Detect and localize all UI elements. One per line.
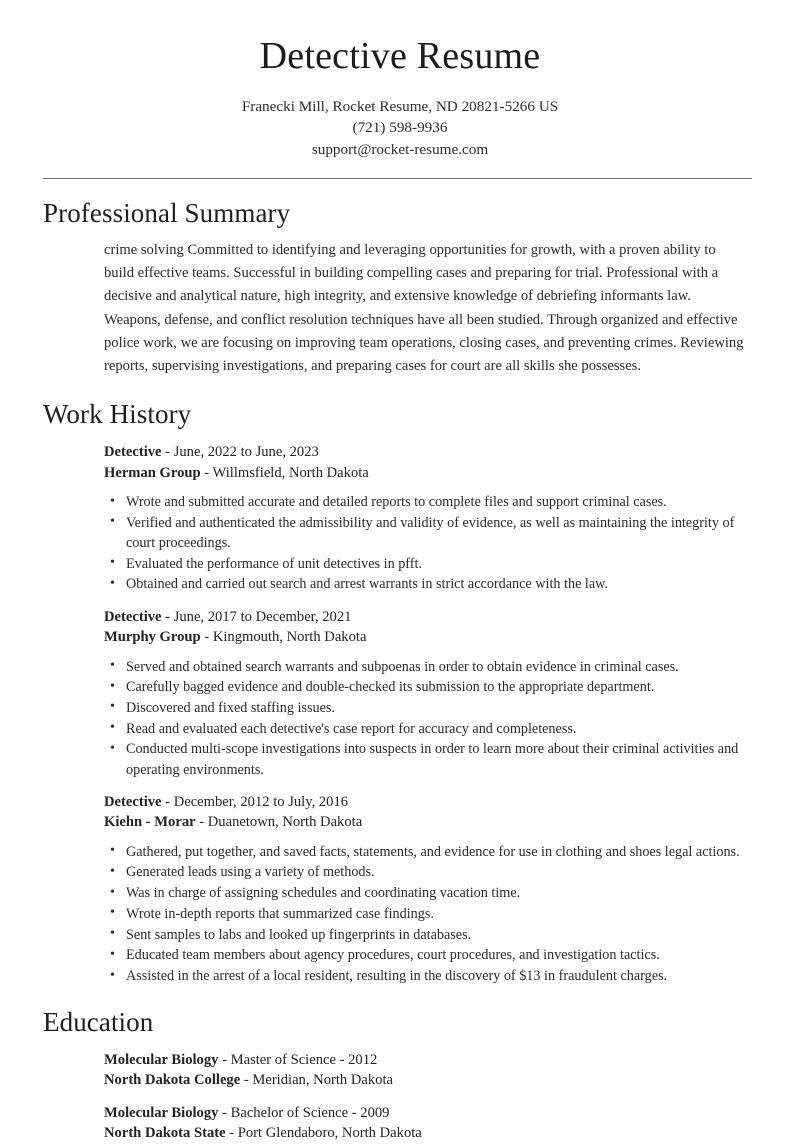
work-history-body [43, 442, 757, 986]
job-title-line [104, 792, 749, 813]
list-item: • Evaluated the performance of unit detectives in pfft. [104, 554, 749, 574]
job-title-line [104, 442, 749, 463]
list-item: • Served and obtained search warrants and subpoenas in order to obtain evidence in criminal cases. [104, 657, 749, 677]
contact-email: support@rocket-resume.com [311, 140, 489, 158]
section-work-history [43, 398, 757, 986]
list-item: • Read and evaluated each detective's case report for accuracy and completeness. [104, 719, 749, 739]
job-location: - Willmsfield, North Dakota [200, 464, 369, 481]
education-degree: - Bachelor of Science - 2009 [218, 1104, 390, 1121]
job-title: Detective [104, 444, 162, 461]
list-item: • Conducted multi-scope investigations into suspects in order to learn more about their criminal activities and operating environments. [104, 739, 749, 779]
section-heading-education: Education [43, 1007, 154, 1038]
job-bullets [104, 842, 749, 986]
education-degree: - Master of Science - 2012 [218, 1051, 378, 1068]
education-school: North Dakota College [104, 1072, 241, 1089]
page-title: Detective Resume [259, 35, 541, 77]
contact-block [43, 96, 757, 161]
job-title-line [104, 607, 749, 628]
list-item: • Wrote and submitted accurate and detailed reports to complete files and support criminal cases. [104, 492, 749, 512]
education-location: - Meridian, North Dakota [240, 1072, 393, 1089]
education-entry [104, 1103, 749, 1144]
job-entry [104, 607, 749, 780]
job-company-line [104, 627, 749, 648]
summary-text: crime solving Committed to identifying and leveraging opportunities for growth, with a proven ability to build effective teams. Successful in building compelling cases and preparing for trial. Professional with a decisive and analytical nature, high integrity, and extensive knowledge of debriefing informants law. Weapons, defense, and conflict resolution techniques have all been studied. Through organized and effective police work, we are focusing on improving team operations, closing cases, and preventing crimes. Reviewing reports, supervising investigations, and preparing cases for court are all skills she possesses. [104, 242, 744, 375]
summary-body [43, 239, 757, 378]
education-program-line [104, 1050, 749, 1071]
list-item: • Discovered and fixed staffing issues. [104, 698, 749, 718]
list-item: • Educated team members about agency procedures, court procedures, and investigation tactics. [104, 945, 749, 965]
job-company-line [104, 463, 749, 484]
job-entry [104, 792, 749, 986]
education-school: North Dakota State [104, 1125, 226, 1142]
job-company-line [104, 812, 749, 833]
education-program: Molecular Biology [104, 1104, 219, 1121]
education-entry [104, 1050, 749, 1091]
job-company: Murphy Group [104, 629, 201, 646]
job-location: - Kingmouth, North Dakota [200, 629, 367, 646]
list-item: • Assisted in the arrest of a local resident, resulting in the discovery of $13 in fraudulent charges. [104, 966, 749, 986]
education-location: - Port Glendaboro, North Dakota [225, 1125, 422, 1142]
contact-address: Franecki Mill, Rocket Resume, ND 20821-5266 US [241, 97, 559, 115]
list-item: • Sent samples to labs and looked up fingerprints in databases. [104, 925, 749, 945]
list-item: • Carefully bagged evidence and double-checked its submission to the appropriate department. [104, 677, 749, 697]
job-title: Detective [104, 793, 162, 810]
job-entry [104, 442, 749, 595]
job-dates: - December, 2012 to July, 2016 [161, 793, 349, 810]
list-item: • Wrote in-depth reports that summarized case findings. [104, 904, 749, 924]
education-program-line [104, 1103, 749, 1124]
section-heading-work-history: Work History [43, 399, 192, 430]
job-location: - Duanetown, North Dakota [195, 814, 363, 831]
job-title: Detective [104, 608, 162, 625]
job-dates: - June, 2022 to June, 2023 [161, 444, 319, 461]
job-company: Herman Group [104, 464, 201, 481]
section-heading-summary: Professional Summary [43, 198, 291, 229]
job-bullets [104, 492, 749, 595]
list-item: • Generated leads using a variety of methods. [104, 862, 749, 882]
education-school-line [104, 1123, 749, 1144]
header-divider [43, 178, 752, 179]
education-program: Molecular Biology [104, 1051, 219, 1068]
section-professional-summary [43, 197, 757, 378]
resume-header [43, 0, 757, 179]
job-bullets [104, 657, 749, 780]
section-education [43, 1006, 757, 1144]
list-item: • Verified and authenticated the admissibility and validity of evidence, as well as maintaining the integrity of court proceedings. [104, 513, 749, 553]
job-company: Kiehn - Morar [104, 814, 196, 831]
contact-phone: (721) 598-9936 [352, 119, 448, 137]
list-item: • Obtained and carried out search and arrest warrants in strict accordance with the law. [104, 574, 749, 594]
education-body [43, 1050, 757, 1144]
job-dates: - June, 2017 to December, 2021 [161, 608, 352, 625]
list-item: • Was in charge of assigning schedules and coordinating vacation time. [104, 883, 749, 903]
education-school-line [104, 1070, 749, 1091]
list-item: • Gathered, put together, and saved facts, statements, and evidence for use in clothing and shoes legal actions. [104, 842, 749, 862]
